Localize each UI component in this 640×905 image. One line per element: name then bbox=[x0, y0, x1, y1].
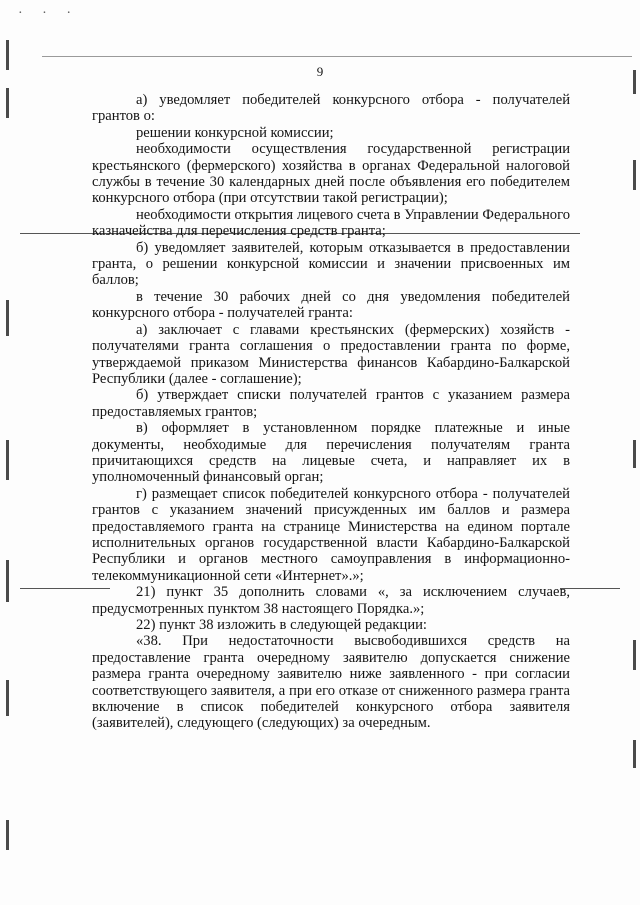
scan-edge-mark bbox=[633, 440, 636, 468]
scan-top-edge bbox=[42, 56, 632, 57]
document-body bbox=[92, 92, 570, 732]
paragraph: б) утверждает списки получателей грантов с указанием размера предоставляемых грантов; bbox=[92, 387, 570, 420]
paragraph: решении конкурсной комиссии; bbox=[136, 124, 334, 141]
scan-edge-mark bbox=[6, 560, 9, 602]
paragraph: а) заключает с главами крестьянских (фермерских) хозяйств - получателями гранта соглашения о предоставлении гранта по форме, утверждаемой приказом Министерства финансов Кабардино-Балкарской Республики (далее - соглашение); bbox=[92, 321, 570, 387]
paragraph: г) размещает список победителей конкурсного отбора - получателей грантов с указанием значений присужденных им баллов и размера предоставляемого гранта на странице Министерства на едином портале исполнительных органов государственной власти Кабардино-Балкарской Республики и органов местного самоуправления в информационно-телекоммуникационной сети «Интернет».»; bbox=[92, 485, 570, 584]
scan-artifact-dots: · · · bbox=[18, 6, 79, 21]
paragraph: в течение 30 рабочих дней со дня уведомления победителей конкурсного отбора - получателей гранта: bbox=[92, 288, 570, 322]
paragraph: б) уведомляет заявителей, которым отказывается в предоставлении гранта, о решении конкурсной комиссии и значении присвоенных им баллов; bbox=[92, 239, 570, 289]
scan-edge-mark bbox=[6, 300, 9, 336]
paragraph: в) оформляет в установленном порядке платежные и иные документы, необходимые для перечисления получателям гранта причитающихся средств на лицевые счета, и направляет их в уполномоченный финансовый орган; bbox=[92, 420, 570, 486]
scan-edge-mark bbox=[633, 740, 636, 768]
scan-edge-mark bbox=[6, 820, 9, 850]
page-number: 9 bbox=[316, 64, 324, 79]
scan-edge-mark bbox=[633, 640, 636, 670]
paragraph: «38. При недостаточности высвободившихся средств на предоставление гранта очередному заявителю допускается снижение размера гранта очередному заявителю ниже заявленного - при согласии соответствующего заявителя, а при его отказе от сниженного размера гранта включение в список победителей конкурсного отбора заявителя (заявителей), следующего (следующих) за очередным. bbox=[92, 633, 570, 732]
scan-edge-mark bbox=[6, 88, 9, 118]
paragraph: 22) пункт 38 изложить в следующей редакции: bbox=[136, 617, 427, 633]
paragraph: а) уведомляет победителей конкурсного отбора - получателей грантов о: bbox=[92, 92, 570, 125]
paragraph: необходимости открытия лицевого счета в Управлении Федерального казначейства для перечисления средств гранта; bbox=[92, 206, 570, 240]
scan-edge-mark bbox=[6, 440, 9, 480]
paragraph: необходимости осуществления государственной регистрации крестьянского (фермерского) хозяйства в органах Федеральной налоговой службы в течение 30 календарных дней после объявления его победителем конкурсного отбора (при отсутствии такой регистрации); bbox=[92, 141, 570, 207]
scan-edge-mark bbox=[633, 160, 636, 190]
scan-edge-mark bbox=[6, 680, 9, 716]
paragraph: 21) пункт 35 дополнить словами «, за исключением случаев, предусмотренных пунктом 38 настоящего Порядка.»; bbox=[92, 584, 570, 617]
